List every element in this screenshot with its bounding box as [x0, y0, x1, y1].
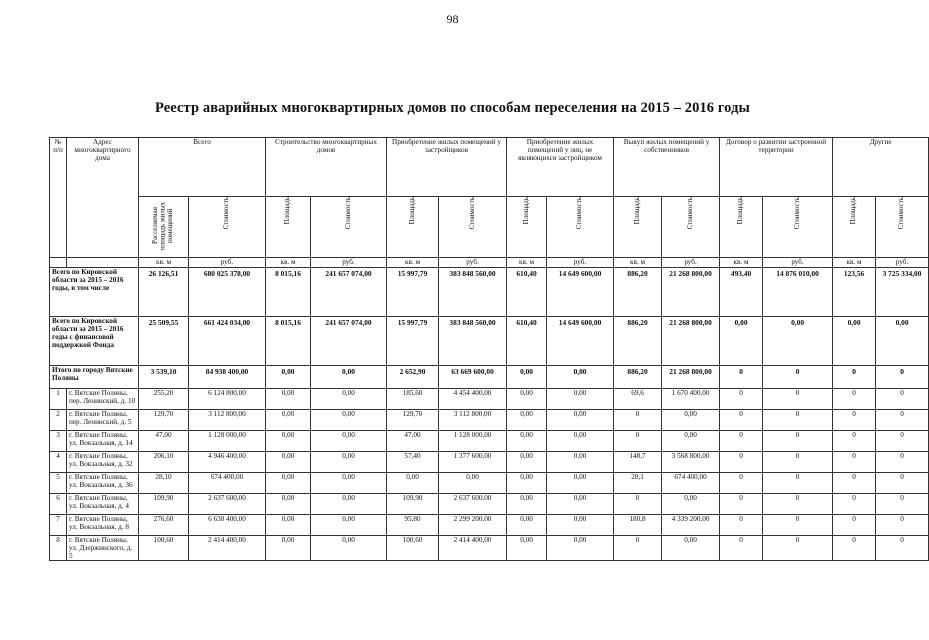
row-number: 2: [50, 410, 67, 431]
row-value: 100,60: [139, 536, 189, 561]
table-row: [50, 452, 929, 473]
row-value: 1 377 600,00: [439, 452, 507, 473]
row-value: 1 128 000,00: [189, 431, 266, 452]
unit-rub: руб.: [439, 258, 507, 268]
row-value: 95,80: [387, 515, 439, 536]
total-value: 886,20: [627, 367, 648, 376]
row-value: 0,00: [662, 494, 720, 515]
header-sub-row: [50, 197, 929, 258]
header-total: Всего: [139, 138, 266, 197]
row-value: 109,90: [387, 494, 439, 515]
total-value: 610,40: [516, 318, 537, 327]
row-value: 0,00: [266, 452, 311, 473]
total-value-cell: [662, 317, 720, 366]
total-value: 0,00: [895, 318, 909, 327]
unit-area: кв. м: [614, 258, 662, 268]
total-value: 2 652,90: [399, 367, 426, 376]
row-value: 185,60: [387, 389, 439, 410]
row-value: 0,00: [266, 473, 311, 494]
sub-area: [387, 197, 439, 258]
sub-cost: [662, 197, 720, 258]
total-value: 26 126,51: [148, 269, 179, 278]
row-value: 4 339 200,00: [662, 515, 720, 536]
row-value: 0: [720, 473, 763, 494]
total-value: 886,20: [627, 269, 648, 278]
row-address: г. Вятские Поляны, пер. Ленинский, д. 5: [67, 410, 139, 431]
header-num: № п/п: [50, 138, 67, 258]
total-value: 25 509,55: [148, 318, 179, 327]
row-value: 0: [763, 494, 833, 515]
row-value: 1 128 000,00: [439, 431, 507, 452]
total-value-cell: [139, 317, 189, 366]
row-value: 0: [763, 389, 833, 410]
row-value: 6 124 800,00: [189, 389, 266, 410]
total-value-cell: [266, 366, 311, 389]
row-value: 0,00: [266, 515, 311, 536]
row-value: 129,70: [387, 410, 439, 431]
row-value: 0,00: [662, 536, 720, 561]
row-value: 0,00: [662, 431, 720, 452]
total-row: [50, 317, 929, 366]
units-empty-cell: [50, 258, 67, 268]
total-value-cell: [614, 317, 662, 366]
row-value: 0: [614, 431, 662, 452]
header-address: Адрес многоквартирного дома: [67, 138, 139, 258]
unit-rub: руб.: [311, 258, 387, 268]
total-value: 383 848 560,00: [449, 318, 496, 327]
total-value-cell: [266, 268, 311, 317]
total-value: 3 539,10: [150, 367, 177, 376]
row-number: 8: [50, 536, 67, 561]
row-address: г. Вятские Поляны, ул. Вокзальная, д. 36: [67, 473, 139, 494]
row-value: 148,7: [614, 452, 662, 473]
row-value: 0: [763, 410, 833, 431]
total-label: Всего по Кировской области за 2015 – 2016 годы, в том числе: [50, 268, 139, 317]
total-value-cell: [547, 268, 614, 317]
row-value: 0,00: [311, 473, 387, 494]
total-value: 0: [852, 367, 856, 376]
total-value: 0,00: [573, 367, 587, 376]
row-value: 3 112 800,00: [189, 410, 266, 431]
total-value: 0,00: [281, 367, 295, 376]
sub-cost: [311, 197, 387, 258]
row-value: 2 414 400,00: [439, 536, 507, 561]
row-value: 0,00: [507, 494, 547, 515]
total-value-cell: [507, 366, 547, 389]
total-value: 21 268 800,00: [669, 318, 712, 327]
unit-area: кв. м: [139, 258, 189, 268]
total-value: 21 268 800,00: [669, 269, 712, 278]
total-value-cell: [720, 317, 763, 366]
sub-area-label: Площадь: [736, 197, 745, 225]
sub-settled-area-label: Расселяемая площадь жилых помещений: [151, 201, 175, 251]
row-address: г. Вятские Поляны, ул. Вокзальная, д. 14: [67, 431, 139, 452]
unit-area: кв. м: [387, 258, 439, 268]
row-value: 0: [720, 494, 763, 515]
total-value-cell: [876, 268, 929, 317]
unit-rub: руб.: [876, 258, 929, 268]
total-value: 8 015,16: [275, 269, 301, 278]
row-value: 276,60: [139, 515, 189, 536]
sub-cost-label: Стоимость: [343, 197, 352, 230]
total-value: 610,40: [516, 269, 537, 278]
total-value: 8 015,16: [275, 318, 301, 327]
row-value: 47,00: [387, 431, 439, 452]
row-value: 0: [614, 494, 662, 515]
total-value: 15 997,79: [397, 318, 428, 327]
total-value-cell: [720, 366, 763, 389]
row-value: 2 637 600,00: [189, 494, 266, 515]
row-value: 0: [876, 431, 929, 452]
total-value-cell: [763, 366, 833, 389]
table-row: [50, 494, 929, 515]
row-value: 0,00: [311, 452, 387, 473]
row-value: 0,00: [507, 515, 547, 536]
header-construction: Строительство многоквартирных домов: [266, 138, 387, 197]
total-value-cell: [507, 317, 547, 366]
row-value: 47,00: [139, 431, 189, 452]
row-value: 0: [763, 452, 833, 473]
row-value: 0,00: [547, 389, 614, 410]
row-value: 0: [614, 410, 662, 431]
total-value-cell: [720, 268, 763, 317]
sub-area-label: Площадь: [849, 197, 858, 225]
total-value-cell: [662, 366, 720, 389]
row-value: 0: [876, 536, 929, 561]
row-value: 3 568 800,00: [662, 452, 720, 473]
row-value: 0: [876, 515, 929, 536]
total-value-cell: [311, 317, 387, 366]
row-address: г. Вятские Поляны, пер. Ленинский, д. 10: [67, 389, 139, 410]
row-value: 129,70: [139, 410, 189, 431]
row-value: 0: [876, 473, 929, 494]
row-value: 0,00: [311, 515, 387, 536]
table-row: [50, 431, 929, 452]
unit-area: кв. м: [507, 258, 547, 268]
total-value-cell: [139, 268, 189, 317]
row-value: 4 454 400,00: [439, 389, 507, 410]
row-value: 0: [833, 515, 876, 536]
total-value-cell: [547, 366, 614, 389]
sub-settled-area: [139, 197, 189, 258]
row-value: 0: [763, 431, 833, 452]
row-value: 0,00: [507, 389, 547, 410]
table-row: [50, 536, 929, 561]
sub-cost-label: Стоимость: [685, 197, 694, 230]
row-value: 0,00: [266, 494, 311, 515]
header-buyout: Выкуп жилых помещений у собственников: [614, 138, 720, 197]
row-value: 4 946 400,00: [189, 452, 266, 473]
total-value-cell: [189, 268, 266, 317]
row-value: 0: [833, 494, 876, 515]
row-address: г. Вятские Поляны, ул. Вокзальная, д. 8: [67, 515, 139, 536]
row-value: 0,00: [311, 431, 387, 452]
total-value: 3 725 334,00: [882, 269, 922, 278]
row-value: 2 637 600,00: [439, 494, 507, 515]
total-value: 0,00: [847, 318, 861, 327]
sub-area-label: Площадь: [521, 197, 530, 225]
unit-area: кв. м: [720, 258, 763, 268]
sub-cost: [763, 197, 833, 258]
total-value-cell: [311, 366, 387, 389]
row-value: 0,00: [311, 536, 387, 561]
row-value: 0,00: [387, 473, 439, 494]
row-value: 0,00: [266, 389, 311, 410]
row-value: 0: [833, 473, 876, 494]
total-value: 14 649 600,00: [558, 269, 602, 278]
row-number: 1: [50, 389, 67, 410]
sub-cost-label: Стоимость: [792, 197, 801, 230]
row-value: 0: [876, 494, 929, 515]
row-value: 0: [763, 515, 833, 536]
total-value: 0: [795, 367, 800, 376]
sub-area: [720, 197, 763, 258]
table-row: [50, 515, 929, 536]
header-group-row: [50, 138, 929, 197]
sub-area: [833, 197, 876, 258]
total-row: [50, 268, 929, 317]
row-value: 0,00: [547, 410, 614, 431]
unit-rub: руб.: [763, 258, 833, 268]
total-label: Итого по городу Вятские Поляны: [50, 366, 139, 389]
row-value: 1 670 400,00: [662, 389, 720, 410]
total-value-cell: [387, 268, 439, 317]
row-value: 0: [720, 389, 763, 410]
total-value-cell: [311, 268, 387, 317]
row-value: 100,60: [387, 536, 439, 561]
sub-area: [266, 197, 311, 258]
sub-area: [614, 197, 662, 258]
row-value: 28,1: [614, 473, 662, 494]
header-acq-developers: Приобретение жилых помещений у застройщиков: [387, 138, 507, 197]
total-value: 21 268 800,00: [669, 367, 712, 376]
total-value: 84 938 400,00: [205, 367, 249, 376]
total-value-cell: [507, 268, 547, 317]
row-value: 0,00: [311, 389, 387, 410]
row-value: 6 638 400,00: [189, 515, 266, 536]
row-number: 6: [50, 494, 67, 515]
registry-table: [49, 137, 929, 561]
row-value: 0,00: [266, 536, 311, 561]
total-value-cell: [763, 317, 833, 366]
table-row: [50, 389, 929, 410]
page-number: 98: [446, 12, 459, 26]
row-value: 0: [833, 431, 876, 452]
total-value: 886,20: [627, 318, 648, 327]
unit-area: кв. м: [266, 258, 311, 268]
row-value: 109,90: [139, 494, 189, 515]
total-value: 661 424 034,00: [203, 318, 251, 327]
row-value: 0: [833, 452, 876, 473]
total-value: 383 848 560,00: [449, 269, 496, 278]
header-other: Другие: [833, 138, 929, 197]
sub-cost-label: Стоимость: [575, 197, 584, 230]
units-row: [50, 258, 929, 268]
row-value: 0,00: [311, 494, 387, 515]
row-value: 2 414 400,00: [189, 536, 266, 561]
row-value: 674 400,00: [189, 473, 266, 494]
total-value-cell: [662, 268, 720, 317]
total-value-cell: [876, 366, 929, 389]
total-row: [50, 366, 929, 389]
row-number: 3: [50, 431, 67, 452]
total-value: 0,00: [520, 367, 533, 376]
row-value: 0,00: [547, 494, 614, 515]
page-title: Реестр аварийных многоквартирных домов по способам переселения на 2015 – 2016 годы: [155, 100, 750, 116]
total-value-cell: [439, 268, 507, 317]
row-number: 4: [50, 452, 67, 473]
total-value-cell: [189, 366, 266, 389]
row-value: 0,00: [547, 473, 614, 494]
row-address: г. Вятские Поляны, ул. Дзержинского, д. 5: [67, 536, 139, 561]
sub-cost-label: Стоимость: [897, 197, 906, 230]
row-value: 0: [763, 473, 833, 494]
total-value-cell: [387, 317, 439, 366]
total-value-cell: [833, 317, 876, 366]
row-value: 0,00: [547, 515, 614, 536]
table-row: [50, 410, 929, 431]
row-value: 0: [833, 410, 876, 431]
row-value: 0,00: [547, 452, 614, 473]
total-value-cell: [833, 366, 876, 389]
total-value-cell: [763, 268, 833, 317]
row-value: 2 299 200,00: [439, 515, 507, 536]
total-value: 14 649 600,00: [558, 318, 602, 327]
row-value: 0,00: [507, 410, 547, 431]
header-acq-nondevelopers: Приобретение жилых помещений у лиц, не являющихся застройщиком: [507, 138, 614, 197]
row-value: 0,00: [507, 452, 547, 473]
sub-cost: [439, 197, 507, 258]
total-value: 241 657 074,00: [325, 269, 372, 278]
row-value: 0,00: [266, 410, 311, 431]
total-value: 15 997,79: [397, 269, 428, 278]
unit-rub: руб.: [547, 258, 614, 268]
row-value: 0: [833, 536, 876, 561]
total-value-cell: [876, 317, 929, 366]
row-value: 0,00: [439, 473, 507, 494]
total-value-cell: [547, 317, 614, 366]
unit-area: кв. м: [833, 258, 876, 268]
units-empty-cell: [67, 258, 139, 268]
total-value-cell: [139, 366, 189, 389]
total-value: 0: [900, 367, 904, 376]
row-value: 0,00: [266, 431, 311, 452]
row-value: 0: [876, 389, 929, 410]
total-value-cell: [266, 317, 311, 366]
row-value: 0,00: [662, 410, 720, 431]
row-value: 69,6: [614, 389, 662, 410]
row-value: 0: [763, 536, 833, 561]
total-value-cell: [614, 268, 662, 317]
sub-cost-label: Стоимость: [222, 197, 231, 230]
sub-area-label: Площадь: [632, 197, 641, 225]
row-value: 0,00: [547, 536, 614, 561]
total-value: 0,00: [791, 318, 805, 327]
row-value: 674 400,00: [662, 473, 720, 494]
row-value: 0,00: [311, 410, 387, 431]
total-value: 680 025 378,00: [203, 269, 251, 278]
total-value: 241 657 074,00: [325, 318, 372, 327]
unit-rub: руб.: [662, 258, 720, 268]
sub-area: [507, 197, 547, 258]
sub-cost: [189, 197, 266, 258]
total-value: 14 876 010,00: [776, 269, 819, 278]
total-value-cell: [614, 366, 662, 389]
total-value: 0,00: [342, 367, 355, 376]
row-value: 0: [833, 389, 876, 410]
row-value: 255,20: [139, 389, 189, 410]
row-value: 0: [876, 452, 929, 473]
row-value: 0,00: [507, 536, 547, 561]
row-value: 0,00: [507, 473, 547, 494]
total-value: 493,40: [730, 269, 752, 278]
row-address: г. Вятские Поляны, ул. Вокзальная, д. 32: [67, 452, 139, 473]
row-value: 0: [720, 536, 763, 561]
row-number: 7: [50, 515, 67, 536]
unit-rub: руб.: [189, 258, 266, 268]
row-value: 206,10: [139, 452, 189, 473]
total-label: Всего по Кировской области за 2015 – 2016 годы с финансовой поддержкой Фонда: [50, 317, 139, 366]
row-value: 0: [720, 452, 763, 473]
total-value-cell: [833, 268, 876, 317]
row-value: 0,00: [547, 431, 614, 452]
total-value-cell: [439, 317, 507, 366]
row-value: 0: [720, 515, 763, 536]
sub-cost: [547, 197, 614, 258]
row-value: 0,00: [507, 431, 547, 452]
sub-area-label: Площадь: [407, 197, 416, 225]
row-address: г. Вятские Поляны, ул. Вокзальная, д. 4: [67, 494, 139, 515]
total-value: 0,00: [734, 318, 748, 327]
row-number: 5: [50, 473, 67, 494]
row-value: 0: [720, 431, 763, 452]
row-value: 0: [614, 536, 662, 561]
table-row: [50, 473, 929, 494]
row-value: 180,8: [614, 515, 662, 536]
row-value: 3 112 800,00: [439, 410, 507, 431]
header-territory: Договор о развитии застроенной территории: [720, 138, 833, 197]
sub-area-label: Площадь: [283, 197, 292, 225]
total-value: 63 669 600,00: [451, 367, 494, 376]
total-value: 123,56: [843, 269, 865, 278]
sub-cost: [876, 197, 929, 258]
total-value-cell: [439, 366, 507, 389]
row-value: 57,40: [387, 452, 439, 473]
sub-cost-label: Стоимость: [467, 197, 476, 230]
row-value: 0: [720, 410, 763, 431]
total-value-cell: [387, 366, 439, 389]
row-value: 28,10: [139, 473, 189, 494]
total-value: 0: [739, 367, 743, 376]
row-value: 0: [876, 410, 929, 431]
total-value-cell: [189, 317, 266, 366]
